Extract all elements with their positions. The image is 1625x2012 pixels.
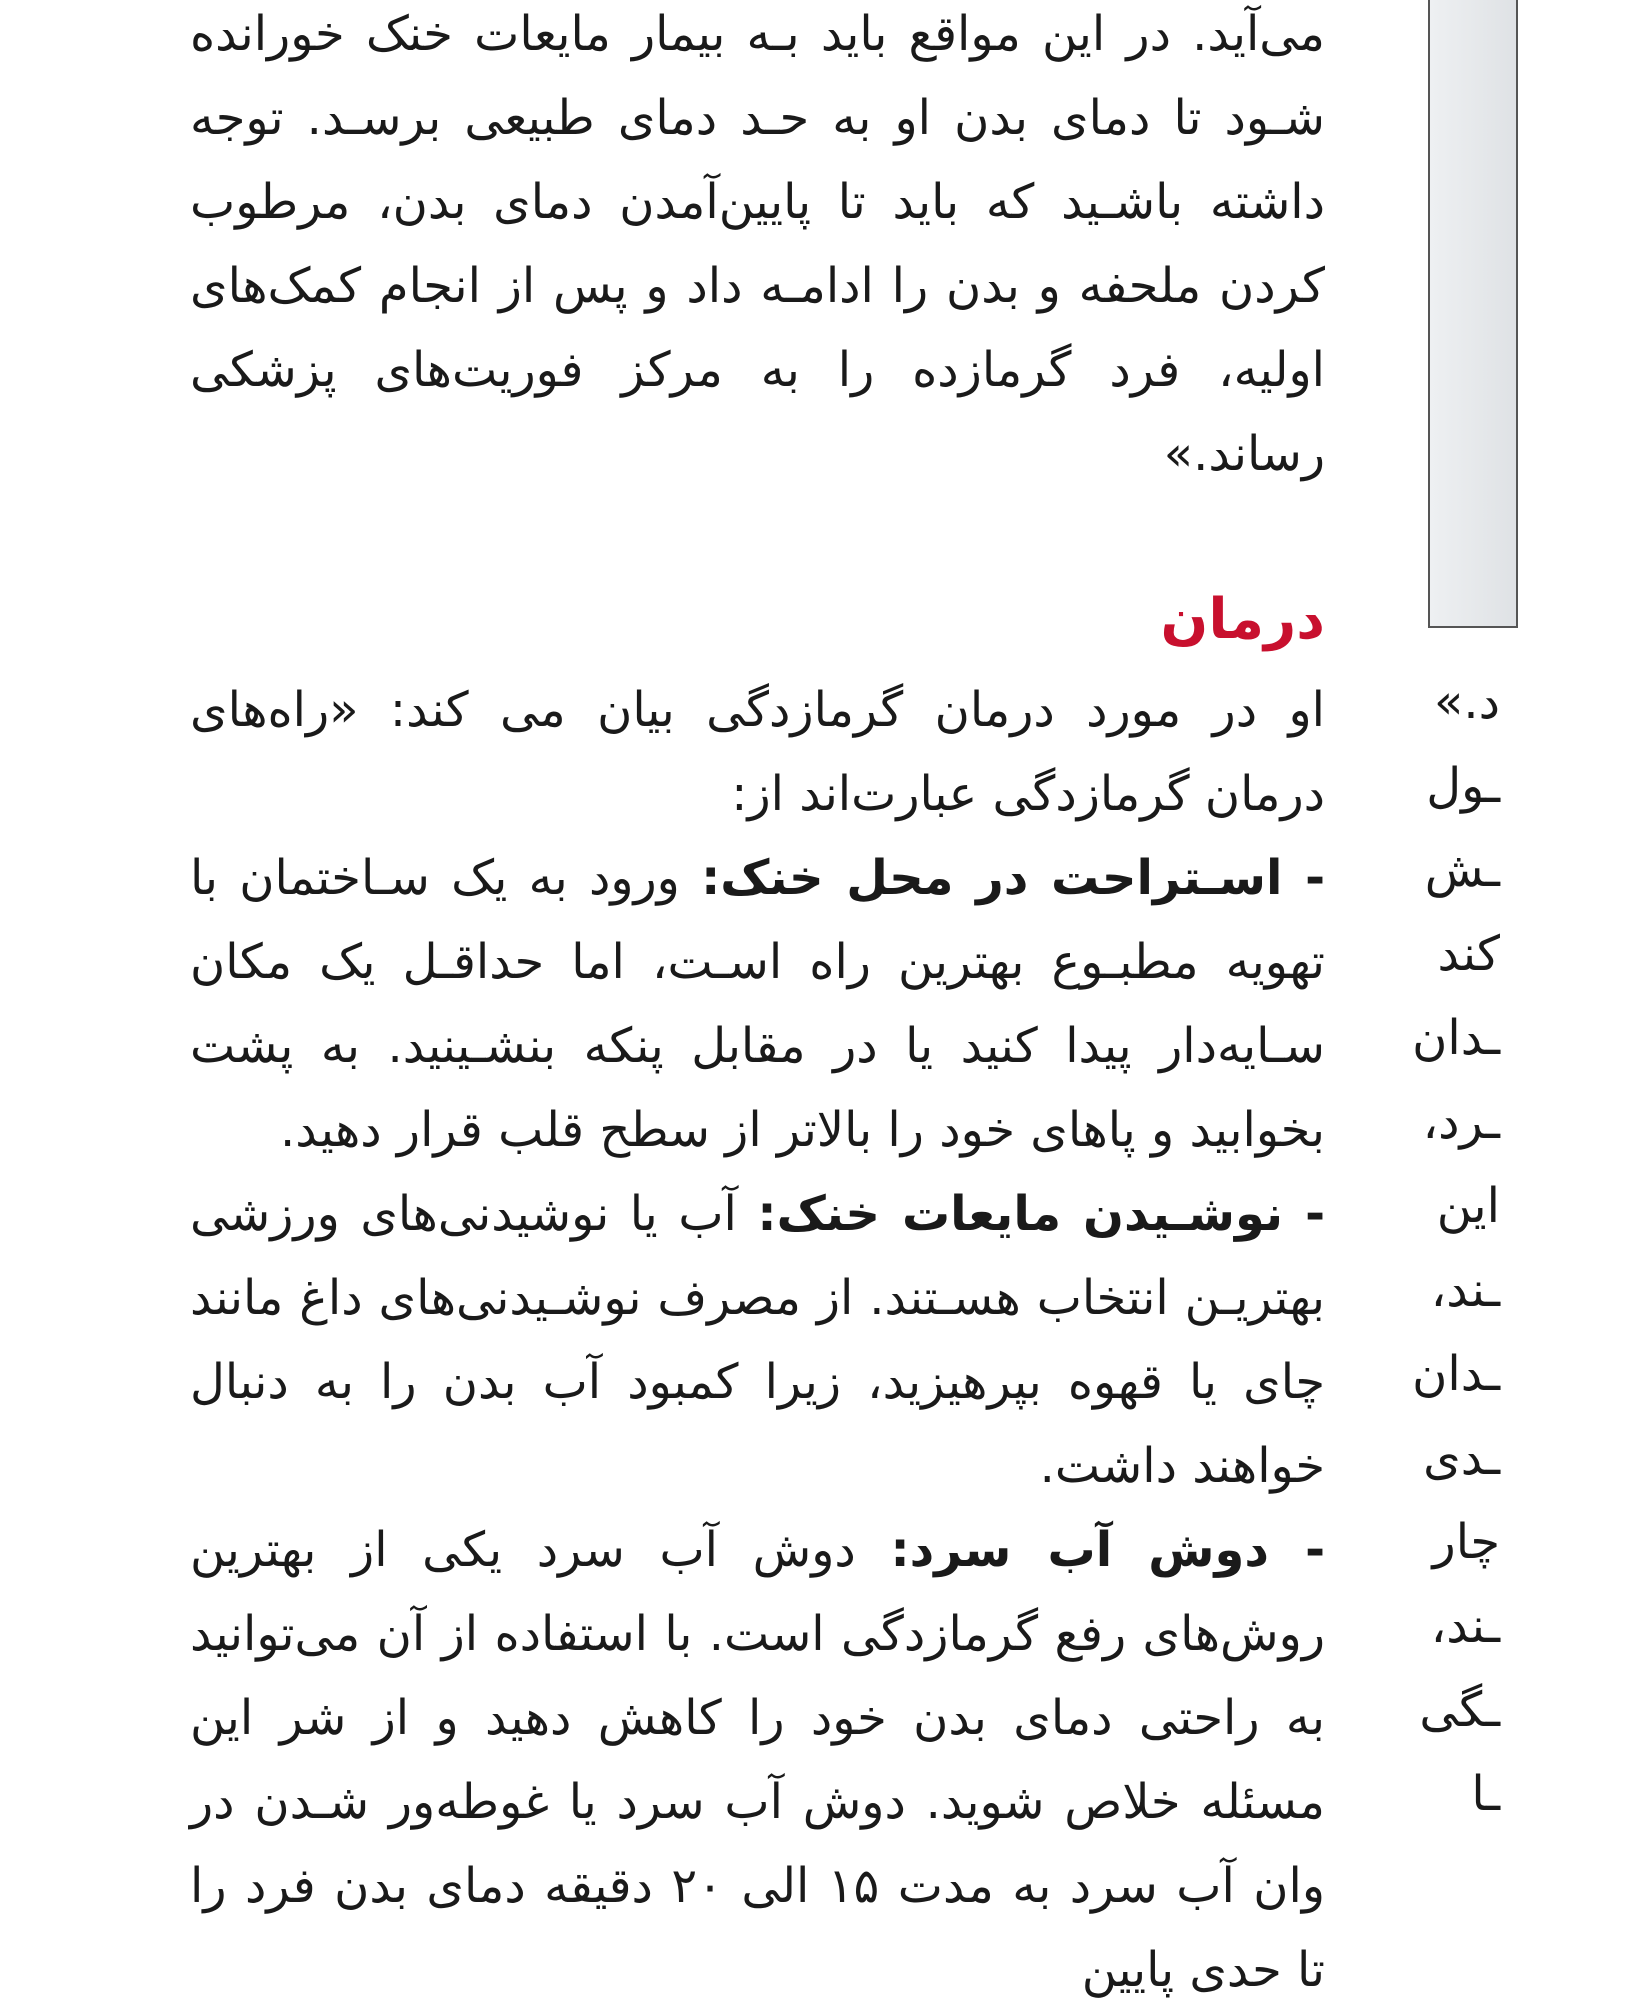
section-intro: او در مورد درمان گرمازدگی بیان می کند: «راه‌های درمان گرمازدگی عبارت‌اند از: xyxy=(190,682,1325,822)
adjacent-line: ـش xyxy=(1424,842,1500,898)
adjacent-line: ـا xyxy=(1471,1766,1500,1822)
photo-frame xyxy=(1428,0,1518,628)
adjacent-line: ـول xyxy=(1426,758,1500,814)
adjacent-line: ـدان xyxy=(1412,1010,1500,1066)
adjacent-line: چار xyxy=(1432,1514,1500,1570)
adjacent-column xyxy=(1412,660,1625,1822)
item-term: - اسـتراحت در محل خنک: xyxy=(701,850,1325,906)
item-text: دوش آب سرد یکی از بهترین روش‌های رفع گرمازدگی است. با استفاده از آن می‌توانید به راحتی دمای بدن خود را کاهش دهید و از شر این مسئله خلاص شوید. دوش آب سرد یا غوطه‌ور شـدن در وان آب سرد به مدت ۱۵ الی ۲۰ دقیقه دمای بدن فرد را تا حدی پایین xyxy=(190,1522,1326,1998)
adjacent-line: ـند، xyxy=(1430,1598,1500,1654)
adjacent-line: ـدان xyxy=(1412,1346,1500,1402)
adjacent-line: ـرد، xyxy=(1422,1094,1500,1150)
item-term: - دوش آب سرد: xyxy=(890,1522,1325,1578)
adjacent-line: این xyxy=(1436,1178,1500,1234)
adjacent-line: ـند، xyxy=(1430,1262,1500,1318)
section-heading: درمان xyxy=(1160,587,1325,652)
adjacent-line: د.» xyxy=(1434,674,1500,730)
item-text: آب یا نوشیدنی‌های ورزشی بهتریـن انتخاب هسـتند. از مصرف نوشـیدنی‌های داغ مانند چای یا قهوه بپرهیزید، زیرا کمبود آب بدن را به دنبال خواهند داشت. xyxy=(190,1186,1325,1494)
adjacent-line: ـگی xyxy=(1419,1682,1500,1738)
intro-paragraph: می‌آید. در این مواقع باید بـه بیمار مایعات خنک خورانده شـود تا دمای بدن او به حـد دمای طبیعی برسـد. توجه داشته باشـید که باید تا پایین‌آمدن دمای بدن، مرطوب کردن ملحفه و بدن را ادامـه داد و پس از انجام کمک‌های اولیه، فرد گرمازده را به مرکز فوریت‌های پزشکی رساند.» xyxy=(190,6,1325,482)
adjacent-column-text xyxy=(1080,660,1500,1836)
item-term: - نوشـیدن مایعات خنک: xyxy=(757,1186,1326,1242)
item-text: ورود به یک سـاختمان با تهویه مطبـوع بهترین راه اسـت، اما حداقـل یک مکان سـایه‌دار پیدا کنید یا در مقابل پنکه بنشـینید. به پشت بخوابید و پاهای خود را بالاتر از سطح قلب قرار دهید. xyxy=(190,850,1325,1158)
adjacent-line: ـدی xyxy=(1423,1430,1500,1486)
adjacent-line: کند xyxy=(1437,926,1500,982)
